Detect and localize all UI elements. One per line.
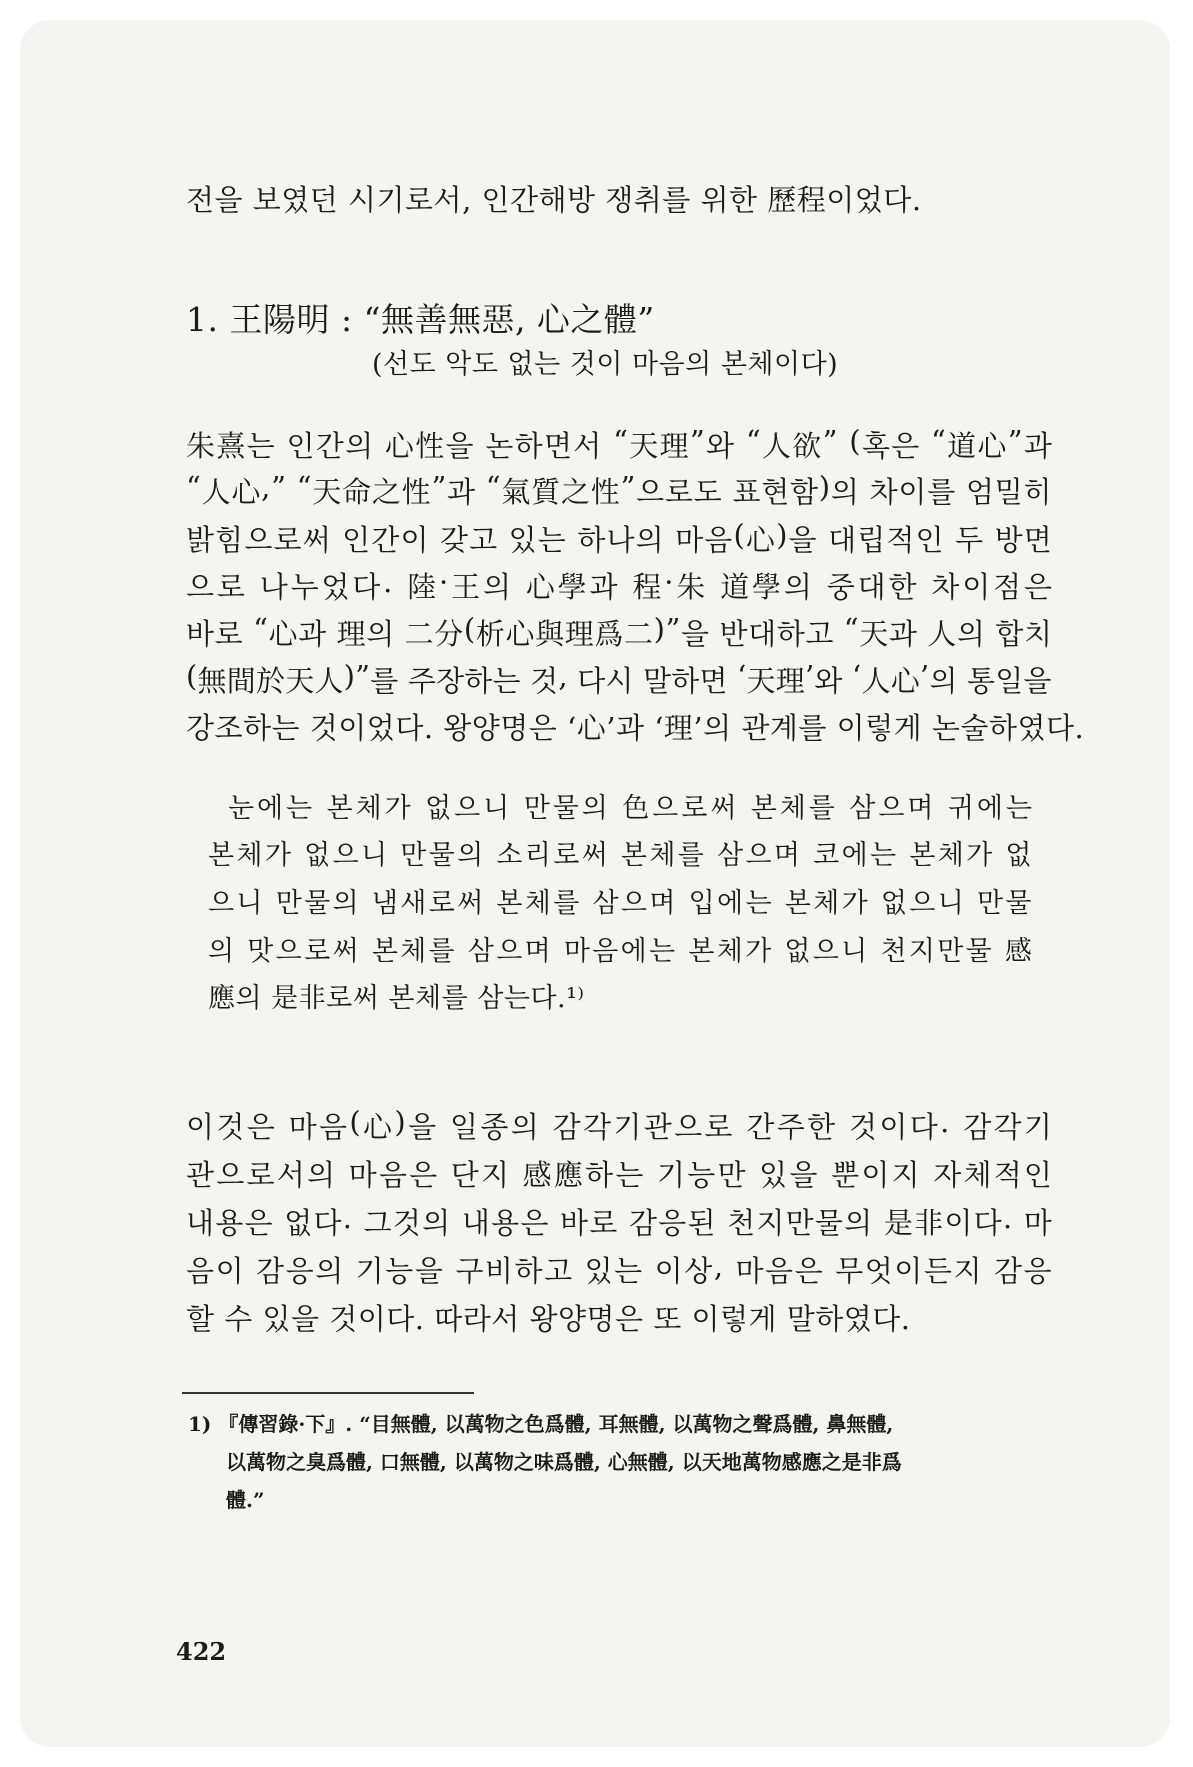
quote-line: 본 체 가 없 으 니 만 물 의 소 리 로 써 본 체 를 삼 으 며 코 에 는 본 체 가 없 xyxy=(208,840,1032,871)
paragraph-line: ( 無 間 於 天 人 ) ” 를 주 장 하 는 것 , 다 시 말 하 면 ‘ 天 理 ’ 와 ‘ 人 心 ’ 의 통 일 을 xyxy=(186,659,1052,698)
section-subheading: (선도 악도 없는 것이 마음의 본체이다) xyxy=(372,349,839,380)
footnote-divider xyxy=(182,1392,474,1394)
paragraph-line: 음 이 감 응 의 기 능 을 구 비 하 고 있 는 이 상 , 마 음 은 무 엇 이 든 지 감 응 xyxy=(186,1249,1052,1288)
paragraph-line: 내 용 은 없 다 . 그 것 의 내 용 은 바 로 감 응 된 천 지 만 물 의 是 非 이 다 . 마 xyxy=(186,1201,1052,1240)
paragraph-line: 朱 熹 는 인 간 의 心 性 을 논 하 면 서 “ 天 理 ” 와 “ 人 欲 ” ( 혹 은 “ 道 心 ” 과 xyxy=(186,424,1052,463)
continued-line: 전을 보였던 시기로서, 인간해방 쟁취를 위한 歷程이었다. xyxy=(186,183,922,217)
quote-line: 의 맛 으 로 써 본 체 를 삼 으 며 마 음 에 는 본 체 가 없 으 니 천 지 만 물 感 xyxy=(208,936,1032,967)
footnote-line: 1) 『傳習錄·下』. “目無體, 以萬物之色爲體, 耳無體, 以萬物之聲爲體, 鼻無體, xyxy=(188,1412,894,1436)
quote-line: 應의 是非로써 본체를 삼는다.¹⁾ xyxy=(208,983,585,1014)
quote-line: 으 니 만 물 의 냄 새 로 써 본 체 를 삼 으 며 입 에 는 본 체 가 없 으 니 만 물 xyxy=(208,888,1032,919)
paragraph-line: 할 수 있을 것이다. 따라서 왕양명은 또 이렇게 말하였다. xyxy=(186,1302,911,1336)
paragraph-line: 이 것 은 마 음 ( 心 ) 을 일 종 의 감 각 기 관 으 로 간 주 한 것 이 다 . 감 각 기 xyxy=(186,1105,1052,1144)
paragraph-line: 으 로 나 누 었 다 . 陸 · 王 의 心 學 과 程 · 朱 道 學 의 중 대 한 차 이 점 은 xyxy=(186,565,1052,604)
paragraph-line: 밝 힘 으 로 써 인 간 이 갖 고 있 는 하 나 의 마 음 ( 心 ) 을 대 립 적 인 두 방 면 xyxy=(186,518,1052,557)
footnote-line: 以萬物之臭爲體, 口無體, 以萬物之味爲體, 心無體, 以天地萬物感應之是非爲 xyxy=(226,1450,902,1474)
footnote-line: 體.” xyxy=(226,1488,265,1512)
paragraph-line: 관 으 로 서 의 마 음 은 단 지 感 應 하 는 기 능 만 있 을 뿐 이 지 자 체 적 인 xyxy=(186,1158,1052,1192)
paragraph-line: 바 로 “ 心 과 理 의 二 分 ( 析 心 與 理 爲 二 ) ” 을 반 대 하 고 “ 天 과 人 의 합 치 xyxy=(186,612,1052,651)
section-heading: 1. 王陽明 : “無善無惡, 心之體” xyxy=(186,300,655,339)
paragraph-line: 강조하는 것이었다. 왕양명은 ‘心’과 ‘理’의 관계를 이렇게 논술하였다. xyxy=(186,711,1085,745)
page-number: 422 xyxy=(176,1637,227,1666)
paragraph-line: “ 人 心 , ” “ 天 命 之 性 ” 과 “ 氣 質 之 性 ” 으 로 도 표 현 함 ) 의 차 이 를 엄 밀 히 xyxy=(186,470,1052,509)
quote-line: 눈 에 는 본 체 가 없 으 니 만 물 의 色 으 로 써 본 체 를 삼 으 며 귀 에 는 xyxy=(228,793,1032,824)
